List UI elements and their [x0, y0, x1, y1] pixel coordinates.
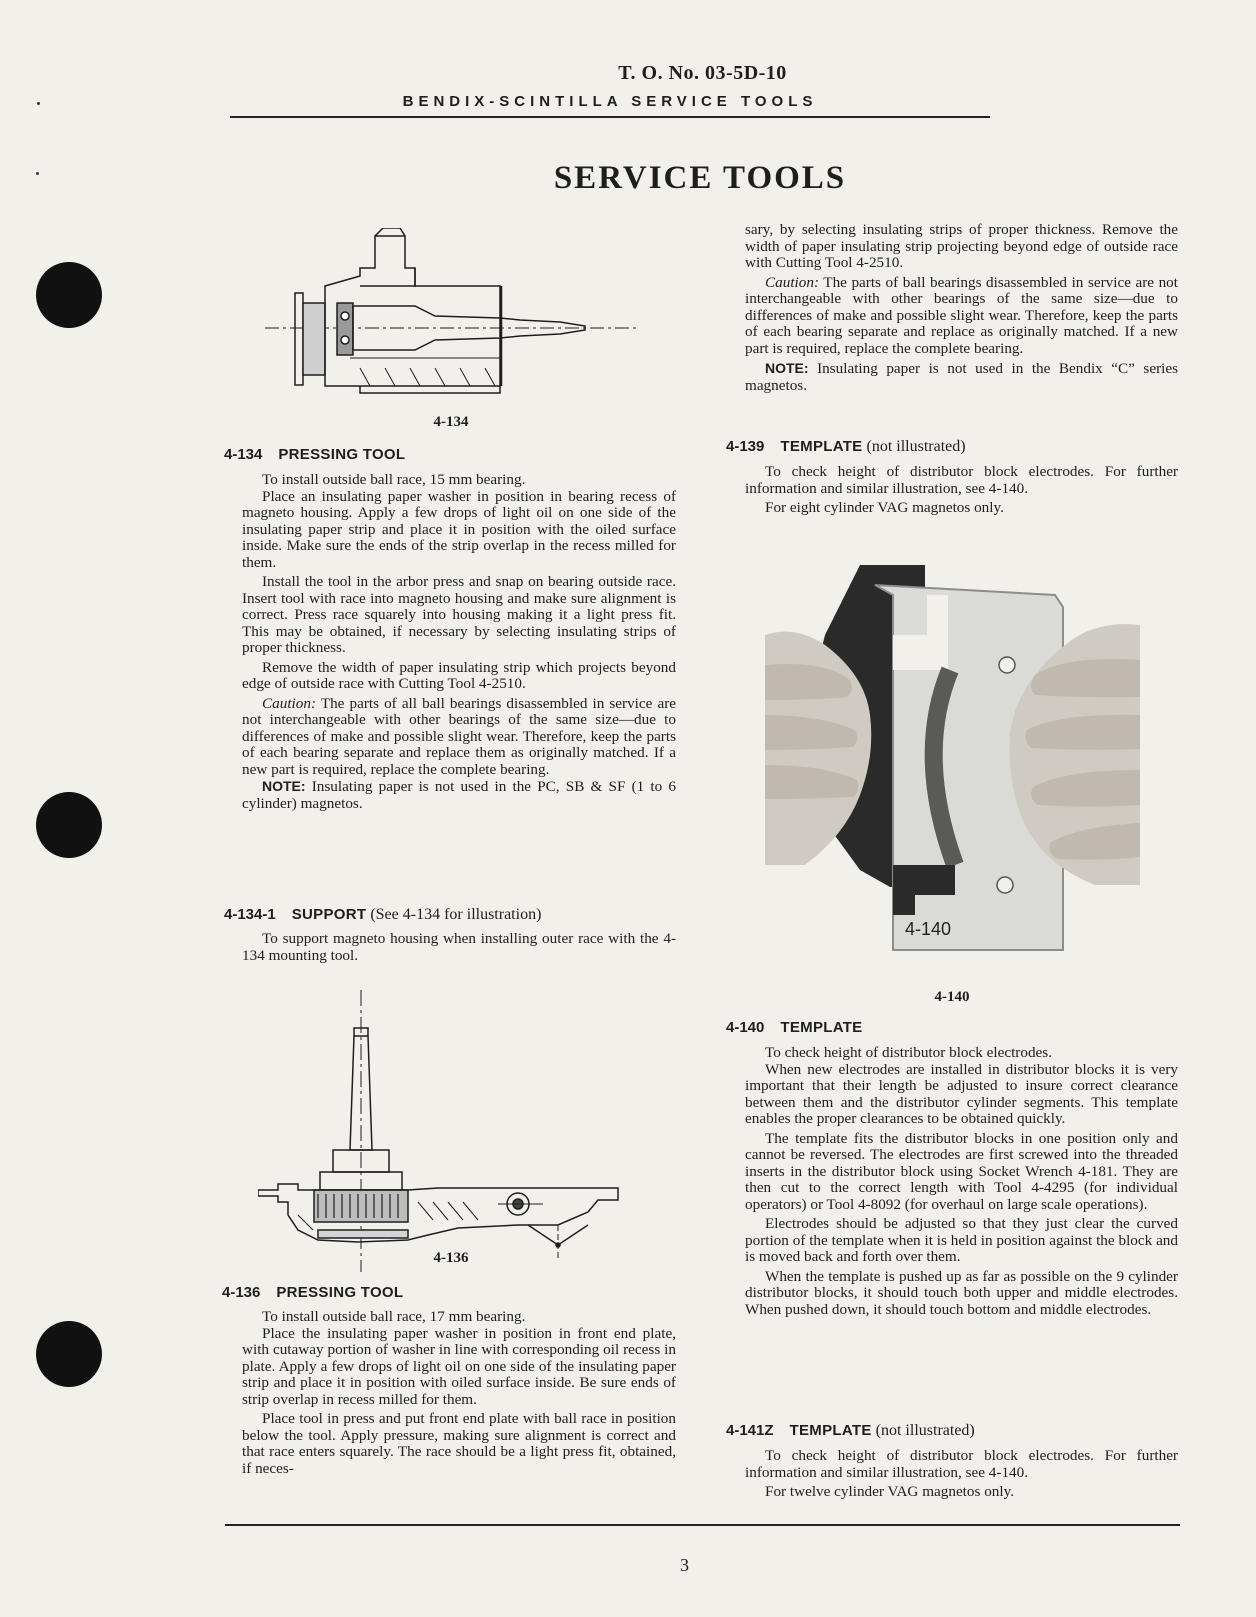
section-aside: (not illustrated)	[866, 438, 966, 455]
caution-paragraph	[745, 275, 1178, 358]
caution-paragraph	[242, 696, 676, 779]
caution-label: Caution:	[262, 694, 317, 712]
paragraph: When the template is pushed up as far as possible on the 9 cylinder distributor blocks, it should touch both upper and middle electrodes. When pushed down, it should touch bottom and middle electrodes.	[745, 1267, 1178, 1318]
section-number: 4-134	[224, 446, 263, 463]
section-title: TEMPLATE	[780, 438, 863, 455]
paragraph: To check height of distributor block electrodes. For further information and similar illustration, see 4-140.	[745, 463, 1178, 497]
section-heading-4-136	[222, 1284, 403, 1302]
section-number: 4-134-1	[224, 906, 276, 923]
section-body-4-140	[745, 1045, 1178, 1318]
to-number: T. O. No. 03-5D-10	[618, 62, 787, 84]
paragraph: For eight cylinder VAG magnetos only.	[765, 499, 1004, 516]
paragraph: Install the tool in the arbor press and snap on bearing outside race. Insert tool with race into magneto housing and make sure alignment is correct. Press race squarely into housing making it a light press fit. This may be obtained, if necessary by selecting insulating strips of proper thickness.	[242, 573, 676, 656]
caution-text: The parts of all ball bearings disassembled in service are not interchangeable with other bearings of the same size—due to differences of make and possible slight wear. Therefore, keep the parts of each bearing separate and replace them as originally matched. If a new part is required, replace the complete bearing.	[242, 694, 676, 778]
paragraph: sary, by selecting insulating strips of proper thickness. Remove the width of paper insulating strip projecting beyond edge of outside race with Cutting Tool 4-2510.	[745, 221, 1178, 271]
section-body-4-134	[242, 472, 676, 812]
header-subtitle: BENDIX-SCINTILLA SERVICE TOOLS	[402, 93, 818, 110]
paragraph: To support magneto housing when installing outer race with the 4-134 mounting tool.	[242, 930, 676, 964]
figure-caption: 4-134	[433, 414, 469, 430]
binder-hole-bottom	[36, 1321, 102, 1387]
section-number: 4-140	[726, 1019, 765, 1036]
binder-hole-top	[36, 262, 102, 328]
section-body-4-136	[242, 1309, 676, 1477]
figure-caption: 4-136	[433, 1250, 469, 1266]
caution-text: The parts of ball bearings disassembled in service are not interchangeable with other bearings of the same size—due to differences of make and possible slight wear. Therefore, keep the parts of each bearing separate and replace as originally matched. If a new part is required, replace the complete bearing.	[745, 273, 1178, 357]
photo-label: 4-140	[905, 919, 952, 939]
section-body-4-141z	[745, 1448, 1178, 1501]
section-heading-4-140	[726, 1019, 863, 1037]
paragraph: To check height of distributor block electrodes.	[765, 1044, 1052, 1061]
binder-hole-middle	[36, 792, 102, 858]
section-body-4-134-1	[242, 931, 676, 964]
section-number: 4-136	[222, 1284, 261, 1301]
paragraph: Place tool in press and put front end plate with ball race in position below the tool. Apply pressure, making sure alignment is correct and that race enters squarely. The race should be a light press fit, obtained, if neces-	[242, 1410, 676, 1477]
paragraph: To install outside ball race, 15 mm bearing.	[262, 471, 526, 488]
footer-rule	[225, 1524, 1180, 1526]
section-heading-4-134	[224, 446, 405, 464]
paragraph: Electrodes should be adjusted so that they just clear the curved portion of the template when it is held in position against the block and is moved back and forth over them.	[745, 1215, 1178, 1265]
note-label: NOTE:	[262, 778, 306, 794]
caution-label: Caution:	[765, 273, 820, 291]
paragraph: The template fits the distributor blocks in one position only and cannot be reversed. The electrodes are first screwed into the threaded inserts in the distributor block using Socket Wrench 4-181. They are then cut to the correct length with Tool 4-4295 (for individual operators) or Tool 4-8092 (for overhaul on large scale operations).	[745, 1129, 1178, 1213]
paragraph: For twelve cylinder VAG magnetos only.	[765, 1483, 1015, 1500]
section-number: 4-139	[726, 438, 765, 455]
section-heading-4-139	[726, 438, 966, 456]
section-number: 4-141Z	[726, 1422, 774, 1439]
section-aside: (not illustrated)	[875, 1422, 975, 1439]
paragraph: Place an insulating paper washer in position in bearing recess of magneto housing. Apply a few drops of light oil on one side of the insulating paper strip and place it in position with the oiled surface inside. Make sure the ends of the strip overlap in the recess milled for them.	[242, 487, 676, 571]
figure-4-136	[258, 990, 643, 1272]
section-aside: (See 4-134 for illustration)	[370, 906, 542, 923]
note-text: Insulating paper is not used in the PC, SB & SF (1 to 6 cylinder) magnetos.	[242, 778, 676, 812]
paragraph: To install outside ball race, 17 mm bearing.	[262, 1308, 526, 1325]
note-label: NOTE:	[765, 360, 809, 376]
note-paragraph	[745, 360, 1178, 394]
paragraph: Remove the width of paper insulating strip which projects beyond edge of outside race with Cutting Tool 4-2510.	[242, 658, 676, 692]
section-title: TEMPLATE	[780, 1019, 863, 1036]
section-title: TEMPLATE	[789, 1422, 872, 1439]
paragraph: To check height of distributor block electrodes. For further information and similar illustration, see 4-140.	[745, 1447, 1178, 1481]
note-paragraph	[242, 778, 676, 812]
section-heading-4-134-1	[224, 906, 541, 924]
figure-4-140-photo	[765, 565, 1140, 955]
section-title: PRESSING TOOL	[276, 1284, 404, 1301]
speck	[37, 102, 40, 105]
paragraph: Place the insulating paper washer in position in front end plate, with cutaway portion of washer in line with corresponding oil recess in plate. Apply a few drops of light oil on one side of the insulating paper strip and place it in position with oiled surface inside. Be sure ends of strip overlap in recess milled for them.	[242, 1324, 676, 1408]
section-title: SUPPORT	[291, 906, 367, 923]
figure-caption: 4-140	[934, 989, 970, 1005]
figure-4-134	[265, 228, 645, 413]
section-title: PRESSING TOOL	[278, 446, 406, 463]
page-title: SERVICE TOOLS	[553, 160, 847, 196]
speck	[36, 172, 39, 175]
paragraph: When new electrodes are installed in distributor blocks it is very important that their length be adjusted to insure correct clearance between them and the distributor cylinder segments. This template enables the proper clearances to be obtained quickly.	[745, 1060, 1178, 1127]
note-text: Insulating paper is not used in the Bendix “C” series magnetos.	[745, 360, 1178, 394]
continued-text	[745, 222, 1178, 394]
page-number: 3	[680, 1555, 689, 1575]
section-body-4-139	[745, 464, 1178, 517]
section-heading-4-141z	[726, 1422, 975, 1440]
header-rule	[230, 116, 990, 118]
